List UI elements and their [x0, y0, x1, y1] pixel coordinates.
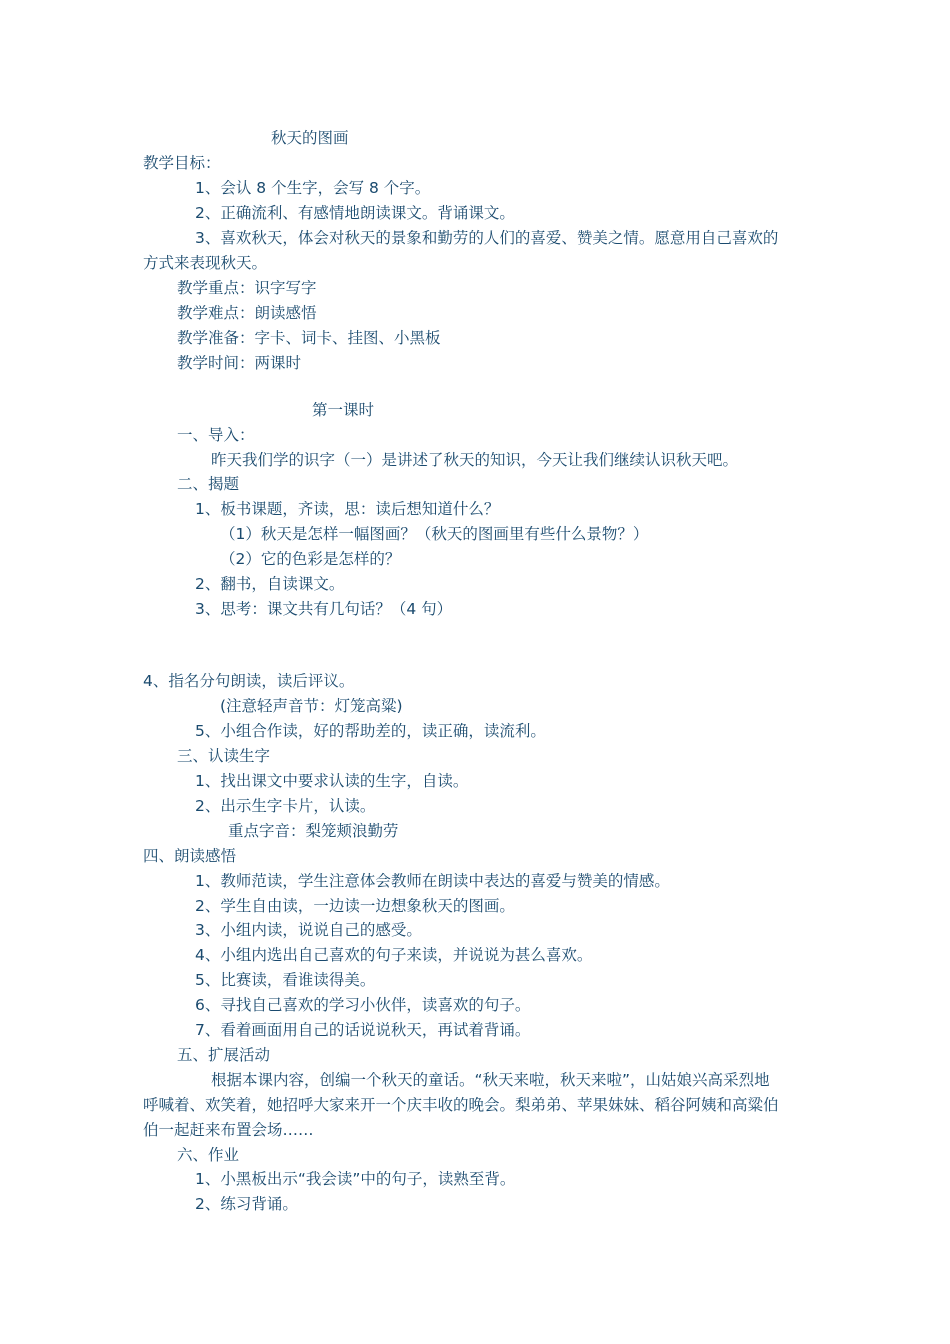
- section-4-item-6: 6、寻找自己喜欢的学习小伙伴，读喜欢的句子。: [195, 996, 531, 1014]
- section-4-item-3: 3、小组内读，说说自己的感受。: [195, 921, 422, 939]
- section-3-item-2: 2、出示生字卡片，认读。: [195, 797, 376, 815]
- section-3-note: 重点字音：梨笼颊浪勤劳: [228, 822, 399, 840]
- section-5-paragraph-line-1: 根据本课内容，创编一个秋天的童话。“秋天来啦，秋天来啦”，山姑娘兴高采烈地: [211, 1071, 770, 1089]
- section-1-heading: 一、导入：: [177, 426, 255, 444]
- lesson-1-title: 第一课时: [312, 401, 375, 419]
- section-2-item-2: 2、翻书，自读课文。: [195, 575, 345, 593]
- section-2-item-4-note: (注意轻声音节：灯笼高粱): [220, 697, 403, 715]
- objective-item-3-continuation: 方式来表现秋天。: [143, 254, 268, 272]
- section-4-item-5: 5、比赛读，看谁读得美。: [195, 971, 376, 989]
- section-6-item-1: 1、小黑板出示“我会读”中的句子，读熟至背。: [195, 1170, 516, 1188]
- objectives-heading: 教学目标：: [143, 154, 221, 172]
- section-4-item-2: 2、学生自由读，一边读一边想象秋天的图画。: [195, 897, 515, 915]
- section-4-heading: 四、朗读感悟: [143, 847, 237, 865]
- teaching-time: 教学时间：两课时: [177, 354, 302, 372]
- teaching-focus: 教学重点：识字写字: [177, 279, 317, 297]
- section-4-item-4: 4、小组内选出自己喜欢的句子来读，并说说为甚么喜欢。: [195, 946, 593, 964]
- section-2-question-1: （1）秋天是怎样一幅图画？（秋天的图画里有些什么景物？）: [220, 525, 649, 543]
- section-5-paragraph-line-3: 伯一起赶来布置会场……: [143, 1121, 314, 1139]
- section-5-paragraph-line-2: 呼喊着、欢笑着，她招呼大家来开一个庆丰收的晚会。梨弟弟、苹果妹妹、稻谷阿姨和高粱伯: [143, 1096, 779, 1114]
- section-3-item-1: 1、找出课文中要求认读的生字，自读。: [195, 772, 469, 790]
- section-2-item-4: 4、指名分句朗读，读后评议。: [143, 672, 355, 690]
- section-1-text: 昨天我们学的识字（一）是讲述了秋天的知识，今天让我们继续认识秋天吧。: [211, 451, 739, 469]
- objective-item-3: 3、喜欢秋天，体会对秋天的景象和勤劳的人们的喜爱、赞美之情。愿意用自己喜欢的: [195, 229, 779, 247]
- section-6-heading: 六、作业: [177, 1146, 240, 1164]
- document-title: 秋天的图画: [271, 129, 349, 147]
- teaching-difficulty: 教学难点：朗读感悟: [177, 304, 317, 322]
- section-6-item-2: 2、练习背诵。: [195, 1195, 298, 1213]
- section-2-question-2: （2）它的色彩是怎样的？: [220, 550, 401, 568]
- section-2-item-3: 3、思考：课文共有几句话？（4 句）: [195, 600, 453, 618]
- section-4-item-1: 1、教师范读，学生注意体会教师在朗读中表达的喜爱与赞美的情感。: [195, 872, 670, 890]
- section-2-item-5: 5、小组合作读，好的帮助差的，读正确，读流利。: [195, 722, 546, 740]
- objective-item-2: 2、正确流利、有感情地朗读课文。背诵课文。: [195, 204, 515, 222]
- section-2-item-1: 1、板书课题，齐读，思：读后想知道什么？: [195, 500, 500, 518]
- teaching-preparation: 教学准备：字卡、词卡、挂图、小黑板: [177, 329, 441, 347]
- section-2-heading: 二、揭题: [177, 475, 240, 493]
- section-4-item-7: 7、看着画面用自己的话说说秋天，再试着背诵。: [195, 1021, 531, 1039]
- objective-item-1: 1、会认 8 个生字，会写 8 个字。: [195, 179, 431, 197]
- section-5-heading: 五、扩展活动: [177, 1046, 271, 1064]
- section-3-heading: 三、认读生字: [177, 747, 271, 765]
